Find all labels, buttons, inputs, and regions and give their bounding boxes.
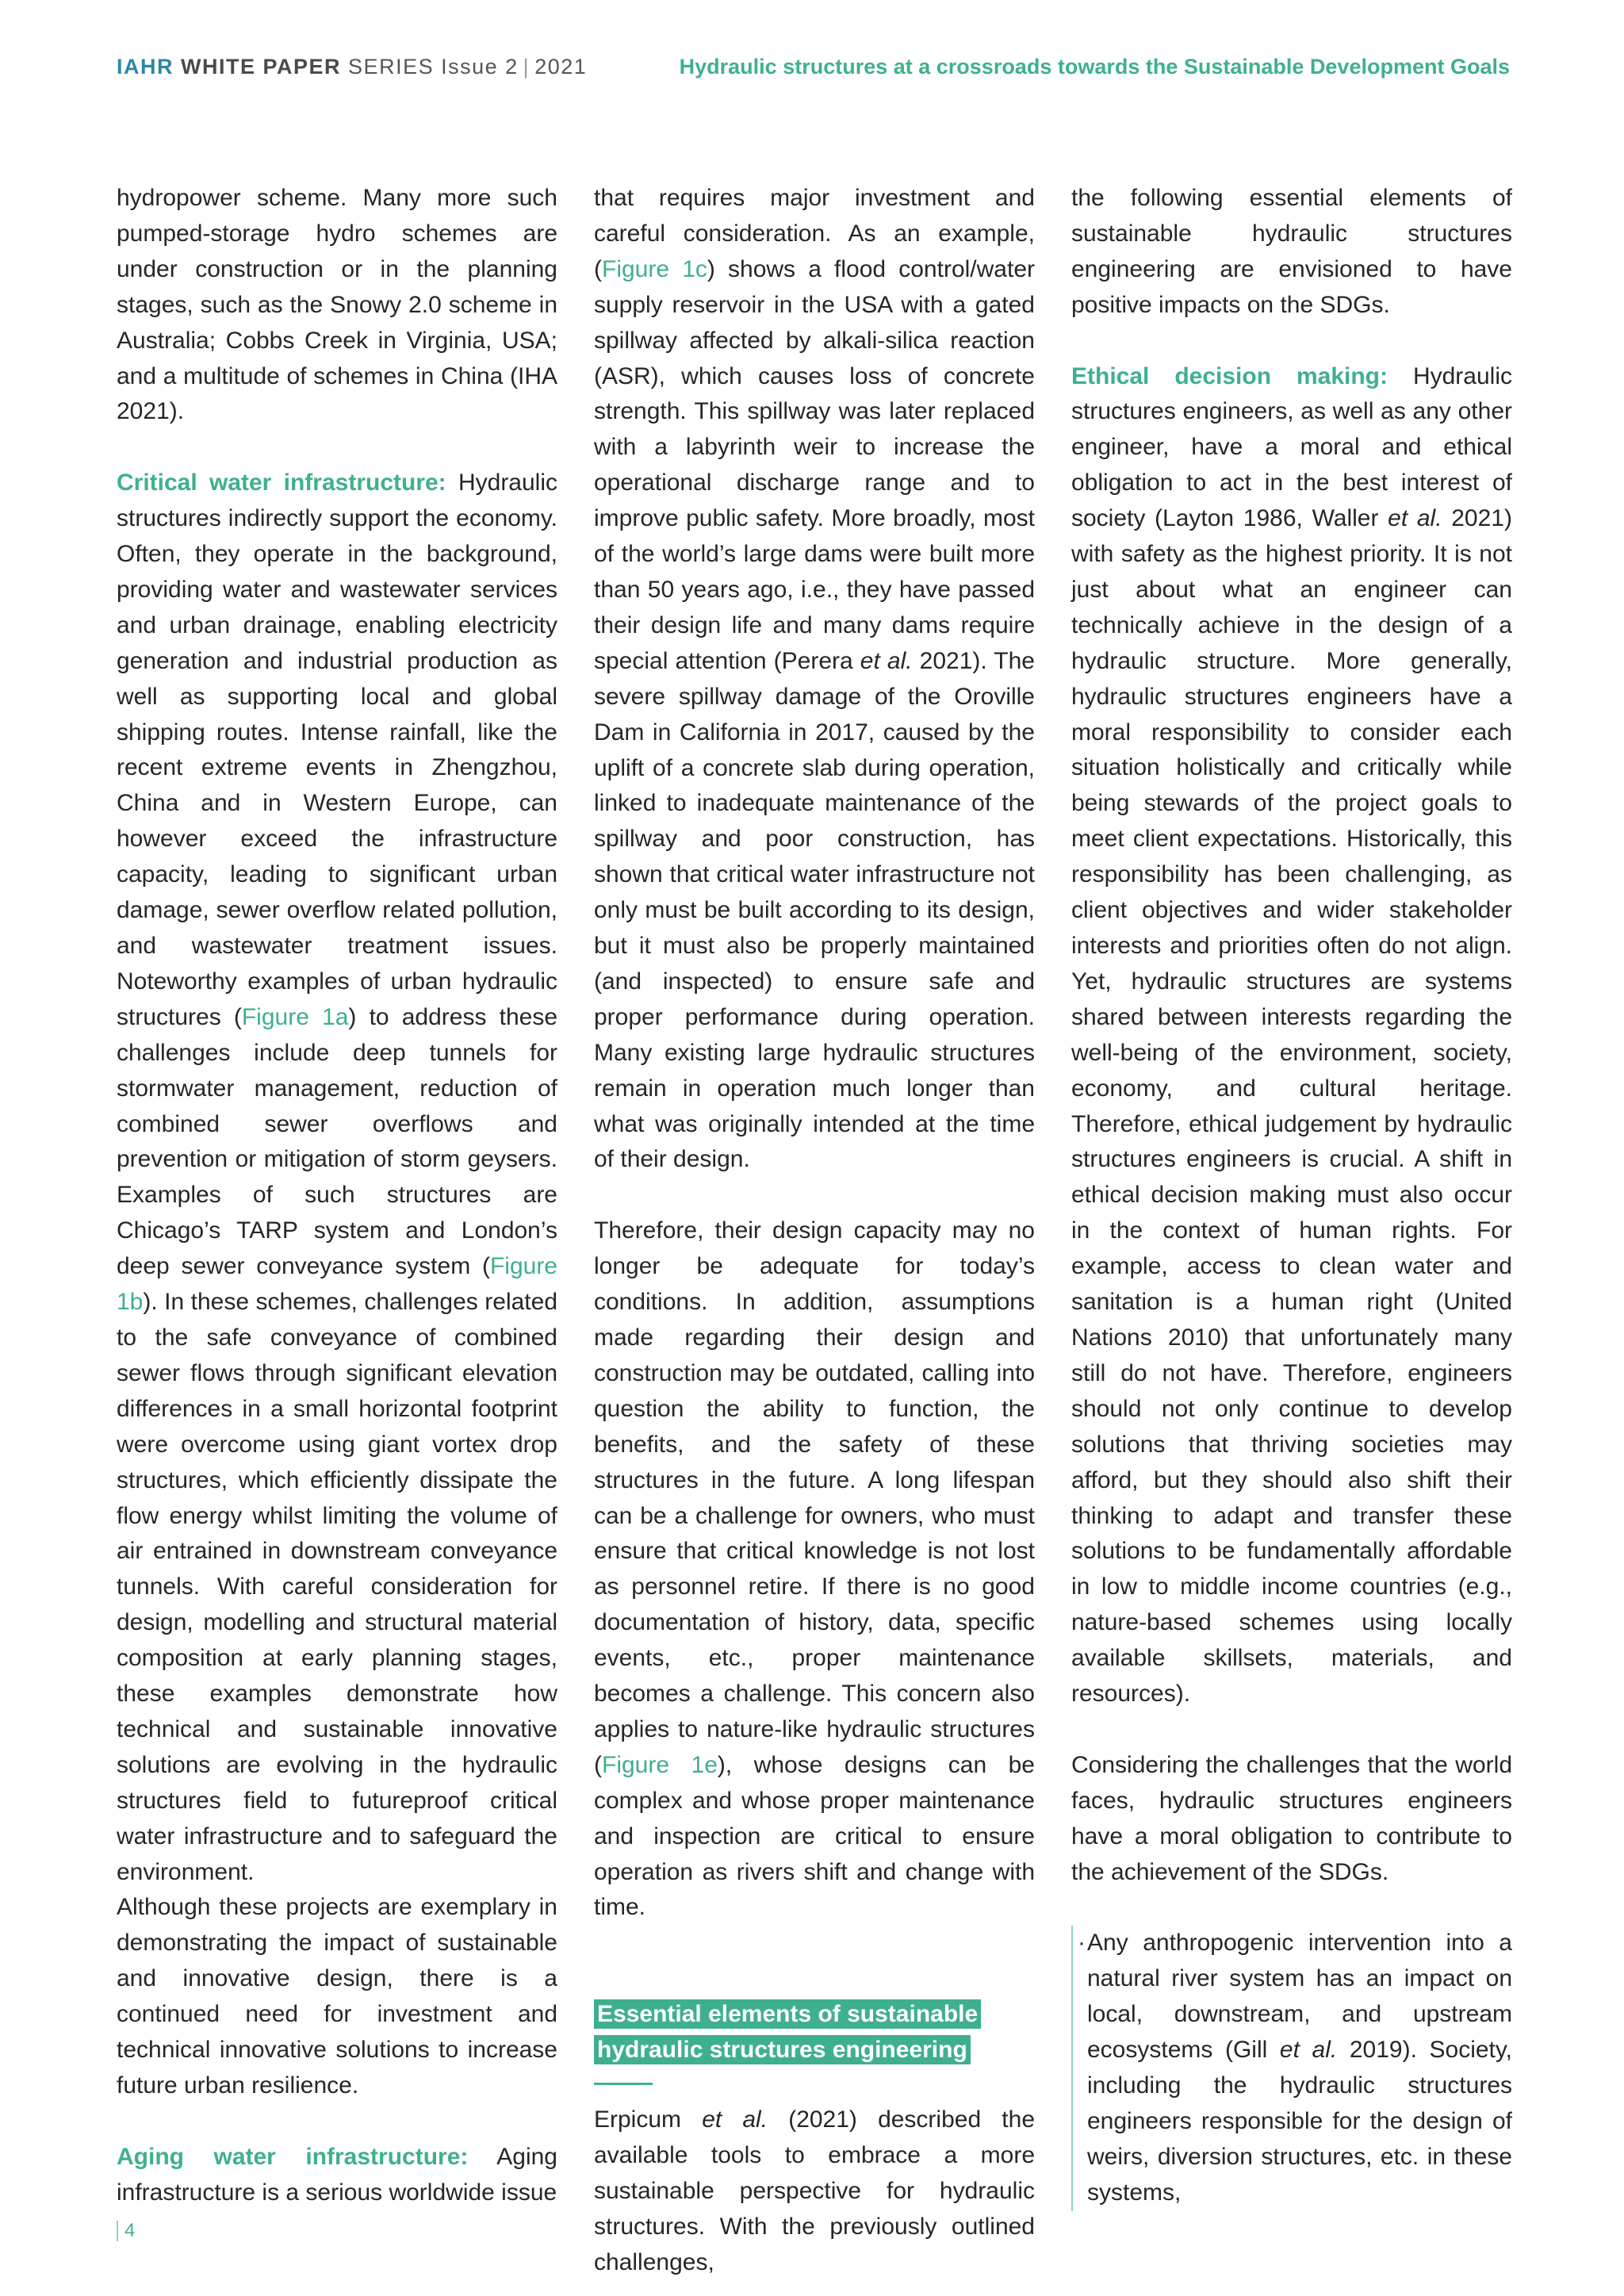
bullet-list (1071, 1926, 1512, 2210)
series-title: WHITE PAPER (181, 54, 342, 79)
paragraph-text: Aging infrastructure is a serious worldwide issue (117, 2143, 557, 2206)
paragraph (594, 181, 1035, 1178)
series-word: SERIES (348, 54, 435, 79)
paragraph-text: Erpicum (594, 2106, 703, 2133)
bullet-item (1087, 1926, 1512, 2210)
et-al: et al. (1388, 505, 1442, 532)
paragraph-text: 2021). The severe spillway damage of the Oroville Dam in California in 2017, caused by the uplift of a concrete slab during operation, linked to inadequate maintenance of the spillway and poor construction, has shown that critical water infrastructure not only must be built according to its design, but it must also be properly maintained (and inspected) to ensure safe and proper performance during operation. Many existing large hydraulic structures remain in operation much longer than what was originally intended at the time of their design. (594, 647, 1035, 1173)
paragraph-text: ) shows a flood control/water supply reservoir in the USA with a gated spillway affected by alkali-silica reaction (ASR), which causes loss of concrete strength. This spillway was later replaced with a labyrinth weir to increase the operational discharge range and to improve public safety. More broadly, most of the world’s large dams were built more than 50 years ago, i.e., they have passed their design life and many dams require special attention (Perera (594, 255, 1035, 674)
heading-underline (594, 2083, 653, 2085)
paragraph-text: hydropower scheme. Many more such pumped-storage hydro schemes are under construction or in the planning stages, such as the Snowy 2.0 scheme in Australia; Cobbs Creek in Virginia, USA; and a multitude of schemes in China (IHA 2021). (117, 185, 557, 425)
paragraph-text: ). In these schemes, challenges related to the safe conveyance of combined sewer flows through significant elevation differences in a small horizontal footprint were overcome using giant vortex drop structures, which efficiently dissipate the flow energy whilst limiting the volume of air entrained in downstream conveyance tunnels. With careful consideration for design, modelling and structural material composition at early planning stages, these examples demonstrate how technical and sustainable innovative solutions are evolving in the hydraulic structures field to futureproof critical water infrastructure and to safeguard the environment. (117, 1289, 557, 1885)
et-al: et al. (860, 647, 913, 674)
paragraph (117, 1890, 557, 2103)
figure-link[interactable]: Figure 1e (602, 1751, 718, 1778)
paragraph-text: Considering the challenges that the world faces, hydraulic structures engineers have a moral obligation to contribute to the achievement of the SDGs. (1071, 1751, 1512, 1885)
et-al: et al. (702, 2106, 768, 2133)
figure-link[interactable]: Figure 1c (602, 255, 707, 282)
paragraph-text: the following essential elements of sustainable hydraulic structures engineering are envisioned to have positive impacts on the SDGs. (1071, 185, 1512, 318)
lead-in-heading: Aging water infrastructure: (117, 2143, 469, 2170)
paragraph-text: ), whose designs can be complex and whose proper maintenance and inspection are critical to ensure operation as rivers shift and change with time. (594, 1751, 1035, 1921)
paragraph-critical-infrastructure (117, 466, 557, 1890)
paragraph-text: Hydraulic structures engineers, as well as any other engineer, have a moral and ethical obligation to act in the best interest of society (Layton 1986, Waller (1071, 362, 1512, 532)
paragraph-text: Therefore, their design capacity may no longer be adequate for today’s conditions. In addition, assumptions made regarding their design and construction may be outdated, calling into question the ability to function, the benefits, and the safety of these structures in the future. A long lifespan can be a challenge for owners, who must ensure that critical knowledge is not lost as personnel retire. If there is no good documentation of history, data, specific events, etc., proper maintenance becomes a challenge. This concern also applies to nature-like hydraulic structures ( (594, 1217, 1035, 1778)
paragraph (594, 1213, 1035, 1926)
paragraph-ethical-decision-making (1071, 359, 1512, 1712)
header-separator: | (523, 54, 530, 79)
paragraph-text: (2021) described the available tools to embrace a more sustainable perspective for hydraulic structures. With the previously outlined challenges, (594, 2106, 1035, 2275)
text-column-3 (1071, 181, 1512, 2211)
figure-link[interactable]: Figure 1a (241, 1003, 349, 1030)
figure-link[interactable]: Figure 1b (117, 1253, 557, 1316)
paragraph-text: Any anthropogenic intervention into a natural river system has an impact on local, downstream, and upstream ecosystems (Gill (1087, 1930, 1512, 2064)
et-al: et al. (1279, 2037, 1338, 2064)
paragraph-aging-infrastructure (117, 2140, 557, 2211)
paragraph-text: 2021) with safety as the highest priority. It is not just about what an engineer can technically achieve in the design of a hydraulic structure. More generally, hydraulic structures engineers have a moral responsibility to consider each situation holistically and critically while being stewards of the project goals to meet client expectations. Historically, this responsibility has been challenging, as client objectives and wider stakeholder interests and priorities often do not align. Yet, hydraulic structures are systems shared between interests regarding the well-being of the environment, society, economy, and cultural heritage. Therefore, ethical judgement by hydraulic structures engineers is crucial. A shift in ethical decision making must also occur in the context of human rights. For example, access to clean water and sanitation is a human right (United Nations 2010) that unfortunately many still do not have. Therefore, engineers should not only continue to develop solutions that thriving societies may afford, but they should also shift their thinking to adapt and transfer these solutions to be fundamentally affordable in low to middle income countries (e.g., nature-based schemes using locally available skillsets, materials, and resources). (1071, 505, 1512, 1708)
paragraph (1071, 181, 1512, 324)
section-heading (594, 1997, 1035, 2068)
paragraph (117, 181, 557, 430)
paragraph-text: Hydraulic structures indirectly support the economy. Often, they operate in the background, providing water and wastewater services and urban drainage, enabling electricity generation and industrial production as well as supporting local and global shipping routes. Intense rainfall, like the recent extreme events in Zhengzhou, China and in Western Europe, can however exceed the infrastructure capacity, leading to significant urban damage, sewer overflow related pollution, and wastewater treatment issues. Noteworthy examples of urban hydraulic structures ( (117, 470, 558, 1030)
paragraph (594, 2102, 1035, 2281)
paragraph-text: 2019). Society, including the hydraulic structures engineers responsible for the design of weirs, diversion structures, etc. in these systems, (1087, 2037, 1512, 2206)
paragraph-text: ) to address these challenges include deep tunnels for stormwater management, reduction of combined sewer overflows and prevention or mitigation of storm geysers. Examples of such structures are Chicago’s TARP system and London’s deep sewer conveyance system ( (117, 1003, 558, 1280)
page-number: 4 (117, 2221, 135, 2241)
lead-in-heading: Critical water infrastructure: (117, 470, 446, 496)
text-column-1 (117, 181, 557, 2211)
paragraph-text: that requires major investment and careful consideration. As an example, ( (594, 185, 1035, 282)
section-heading-line-1: Essential elements of sustainable (594, 1999, 981, 2029)
paper-title: Hydraulic structures at a crossroads towards the Sustainable Development Goals (679, 54, 1510, 79)
paragraph-text: Although these projects are exemplary in demonstrating the impact of sustainable and innovative design, there is a continued need for investment and technical innovative solutions to increase future urban resilience. (117, 1894, 557, 2099)
org-name: IAHR (117, 54, 174, 79)
issue-year: 2021 (534, 54, 588, 79)
issue-label: Issue 2 (441, 54, 519, 79)
running-header (117, 51, 1510, 82)
paragraph (1071, 1748, 1512, 1891)
lead-in-heading: Ethical decision making: (1071, 362, 1388, 389)
text-column-2 (594, 181, 1035, 2281)
series-label (117, 55, 587, 79)
bullet-icon: · (1078, 1930, 1086, 1957)
section-heading-line-2: hydraulic structures engineering (594, 2035, 971, 2064)
